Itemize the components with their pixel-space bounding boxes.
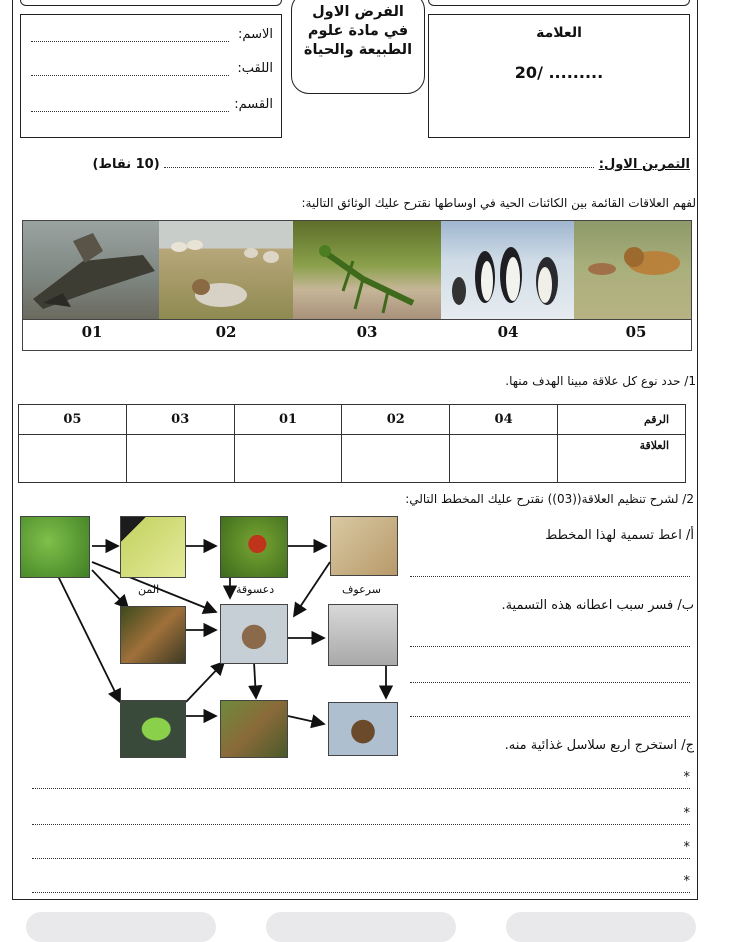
bullet-3: * xyxy=(683,840,690,855)
exercise-intro: لفهم العلاقات القائمة بين الكائنات الحية في اوساطها نقترح عليك الوثائق التالية: xyxy=(301,196,696,210)
tile-snake xyxy=(328,604,398,666)
exercise-points: (10 نقاط) xyxy=(92,157,160,172)
title-line-3: الطبيعة والحياة xyxy=(303,42,413,58)
grade-box xyxy=(428,14,690,138)
title-line-1: الفرض الاول xyxy=(312,4,404,20)
col-03: 03 xyxy=(126,405,234,435)
photo-penguins xyxy=(441,221,574,319)
col-04: 04 xyxy=(450,405,558,435)
tile-bird xyxy=(220,700,288,758)
col-01: 01 xyxy=(234,405,342,435)
photo-lion-chase xyxy=(574,221,692,319)
title-line-2: في مادة علوم xyxy=(307,23,409,39)
photo-number-02: 02 xyxy=(215,323,237,341)
name-field[interactable] xyxy=(31,41,229,42)
overlay-button-center[interactable] xyxy=(266,912,456,942)
relation-cell-01[interactable] xyxy=(234,435,342,483)
top-left-box-edge xyxy=(20,0,282,6)
photo-strip xyxy=(22,220,692,351)
grade-value[interactable]: 20/ ......... xyxy=(514,63,604,82)
question-1: 1/ حدد نوع كل علاقة مبينا الهدف منها. xyxy=(505,374,696,388)
exam-title-box xyxy=(291,0,425,94)
top-right-box-edge xyxy=(428,0,690,6)
answer-c-line-2[interactable] xyxy=(32,808,690,825)
name-label: الاسم: xyxy=(238,27,273,42)
grade-label: العلامة xyxy=(536,25,582,41)
answer-c-line-1[interactable] xyxy=(32,772,690,789)
col-05: 05 xyxy=(19,405,127,435)
surname-field[interactable] xyxy=(31,75,229,76)
photo-number-04: 04 xyxy=(497,323,519,341)
tile-ladybug xyxy=(220,516,288,578)
relation-cell-04[interactable] xyxy=(450,435,558,483)
tile-hawk xyxy=(328,702,398,756)
question-2: 2/ لشرح تنظيم العلاقة((03)) نقترح عليك المخطط التالي: xyxy=(405,492,694,506)
relation-cell-05[interactable] xyxy=(19,435,127,483)
relation-cell-03[interactable] xyxy=(126,435,234,483)
relation-label: العلاقة xyxy=(558,435,686,483)
label-mantis: سرعوف xyxy=(342,583,381,596)
subquestion-c: ج/ استخرج اربع سلاسل غذائية منه. xyxy=(504,738,694,753)
subquestion-a: أ/ اعط تسمية لهذا المخطط xyxy=(545,528,694,543)
col-02: 02 xyxy=(342,405,450,435)
photo-mantis xyxy=(293,221,441,319)
tile-aphid xyxy=(120,516,186,578)
photo-number-03: 03 xyxy=(356,323,378,341)
photo-number-01: 01 xyxy=(81,323,103,341)
bullet-2: * xyxy=(683,806,690,821)
row-label: الرقم xyxy=(558,405,686,435)
answer-b-line-3[interactable] xyxy=(410,716,690,717)
label-ladybug: دعسوقة xyxy=(236,583,275,596)
relation-cell-02[interactable] xyxy=(342,435,450,483)
answer-b-line-1[interactable] xyxy=(410,646,690,647)
answer-a-line[interactable] xyxy=(410,576,690,577)
photo-crocodile xyxy=(23,221,159,319)
tile-mantis xyxy=(330,516,398,576)
photo-strip-divider xyxy=(23,319,692,320)
answer-b-line-2[interactable] xyxy=(410,682,690,683)
overlay-button-left[interactable] xyxy=(26,912,216,942)
bullet-1: * xyxy=(683,770,690,785)
photo-sheep-dog xyxy=(159,221,293,319)
tile-grasshopper xyxy=(120,606,186,664)
tile-sparrow xyxy=(220,604,288,664)
answer-c-line-4[interactable] xyxy=(32,876,690,893)
tile-caterpillar xyxy=(120,700,186,758)
class-field[interactable] xyxy=(31,111,229,112)
overlay-button-right[interactable] xyxy=(506,912,696,942)
tile-plant xyxy=(20,516,90,578)
photo-number-05: 05 xyxy=(625,323,647,341)
exercise-title: التمرين الاول: xyxy=(598,157,690,172)
answer-c-line-3[interactable] xyxy=(32,842,690,859)
label-aphid: المن xyxy=(138,583,160,596)
student-info-box xyxy=(20,14,282,138)
subquestion-b: ب/ فسر سبب اعطانه هذه التسمية. xyxy=(501,598,694,613)
class-label: القسم: xyxy=(234,97,273,112)
surname-label: اللقب: xyxy=(237,61,273,76)
bullet-4: * xyxy=(683,874,690,889)
exercise-title-dots xyxy=(164,167,594,168)
relation-table xyxy=(18,404,686,483)
